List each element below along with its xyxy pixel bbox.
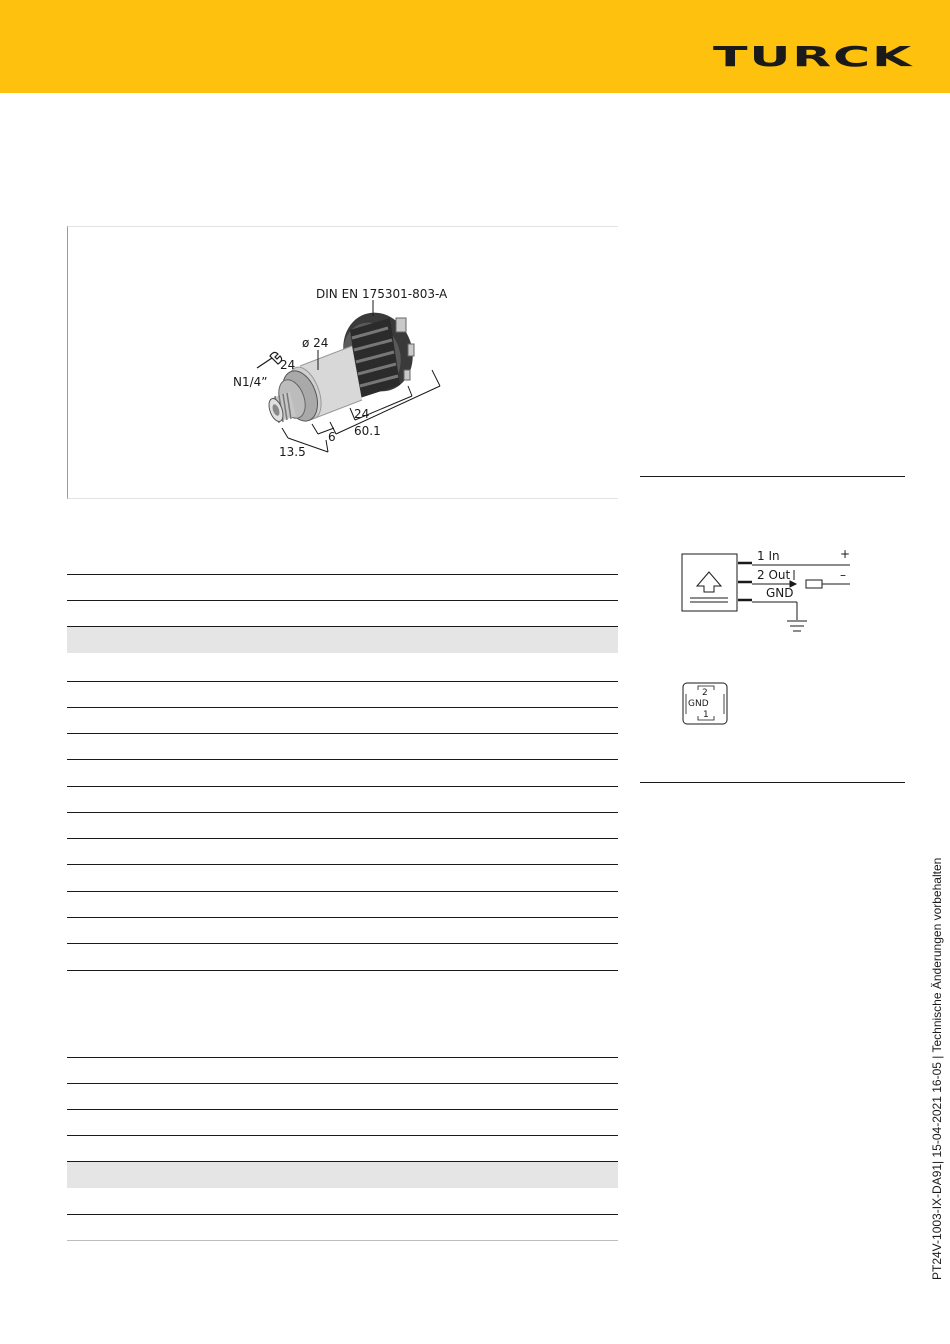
table-rule	[67, 864, 618, 865]
table-rule	[67, 1109, 618, 1110]
wrench-size-label: 24	[280, 358, 296, 372]
table-rule	[67, 600, 618, 601]
connector-pin2-label: 2	[702, 688, 708, 698]
ground-icon	[787, 621, 807, 631]
document-side-note	[926, 788, 950, 1280]
side-section-rule	[640, 782, 905, 783]
side-section-rule	[640, 476, 905, 477]
hex-length-label: 6	[328, 430, 336, 444]
connector-standard-label: DIN EN 175301-803-A	[316, 287, 448, 301]
diameter-label: ø 24	[302, 336, 329, 350]
thread-length-label: 13.5	[279, 445, 306, 459]
table-section-header	[67, 627, 618, 653]
thread-label: N1/4”	[233, 375, 268, 389]
table-rule	[67, 1214, 618, 1215]
table-rule	[67, 812, 618, 813]
sensor-dimension-drawing	[220, 275, 460, 470]
total-length-label: 60.1	[354, 424, 381, 438]
wiring-pin1-label: 1 In	[757, 549, 780, 563]
table-rule	[67, 574, 618, 575]
table-rule	[67, 1057, 618, 1058]
svg-text:TURCK: TURCK	[713, 44, 914, 68]
table-rule	[67, 1083, 618, 1084]
wiring-minus-label: –	[840, 568, 846, 582]
table-rule	[67, 1135, 618, 1136]
wiring-plus-label: +	[840, 547, 851, 561]
table-rule	[67, 943, 618, 944]
wiring-pin2-label: 2 Out	[757, 568, 791, 582]
connector-pin1-label: 1	[703, 710, 709, 720]
table-rule	[67, 917, 618, 918]
table-rule	[67, 838, 618, 839]
table-rule	[67, 707, 618, 708]
table-rule	[67, 733, 618, 734]
table-rule	[67, 970, 618, 971]
wiring-gnd-label: GND	[766, 586, 794, 600]
resistor-icon	[806, 580, 822, 588]
connector-gnd-label: GND	[688, 699, 709, 709]
turck-logo	[712, 44, 914, 68]
table-rule	[67, 891, 618, 892]
document-id-text: PT24V-1003-IX-DA91| 15-04-2021 16-05 | Technische Änderungen vorbehalten	[930, 857, 944, 1280]
table-rule	[67, 681, 618, 682]
body-length-label: 24	[354, 407, 370, 421]
table-rule	[67, 1240, 618, 1241]
sensor-arrow-icon	[690, 572, 728, 602]
table-rule	[67, 786, 618, 787]
wrench-icon	[257, 352, 282, 368]
table-section-header	[67, 1162, 618, 1188]
table-rule	[67, 759, 618, 760]
